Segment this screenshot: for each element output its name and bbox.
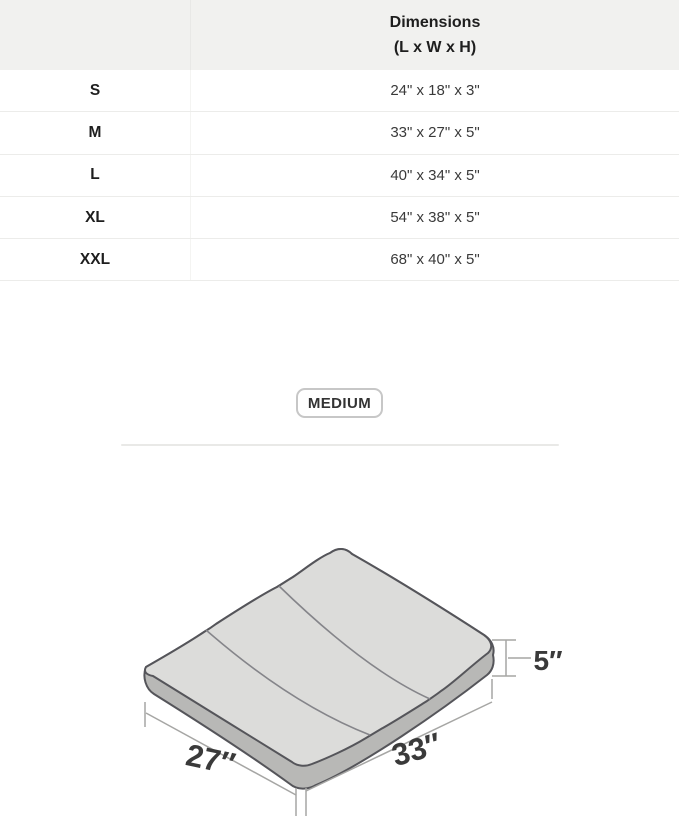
table-row <box>0 70 679 112</box>
dimensions-table <box>0 0 679 281</box>
size-cell: XL <box>0 197 191 238</box>
table-row <box>0 197 679 239</box>
table-row <box>0 112 679 154</box>
table-header-size-cell <box>0 0 191 70</box>
dimensions-header-line1: Dimensions <box>389 14 481 31</box>
cushion-top-shape <box>145 549 491 766</box>
table-header-row <box>0 0 679 70</box>
dimensions-header-line2: (L x W x H) <box>393 39 477 56</box>
length-dim-label: 33″ <box>387 725 445 774</box>
size-cell: L <box>0 155 191 196</box>
table-row <box>0 239 679 281</box>
dims-cell: 24" x 18" x 3" <box>390 82 480 100</box>
table-header-dimensions-cell <box>191 0 679 70</box>
size-cell: M <box>0 112 191 153</box>
size-cell: S <box>0 70 191 111</box>
cushion-dimension-diagram <box>0 523 679 818</box>
dims-cell: 40" x 34" x 5" <box>390 166 480 184</box>
dims-cell: 33" x 27" x 5" <box>390 124 480 142</box>
size-cell: XXL <box>0 239 191 280</box>
height-dim-label: 5″ <box>533 645 563 676</box>
width-dim-label: 27″ <box>182 737 239 782</box>
table-row <box>0 155 679 197</box>
section-divider <box>121 444 559 446</box>
size-selector-medium-button[interactable]: MEDIUM <box>296 388 383 418</box>
dims-cell: 68" x 40" x 5" <box>390 251 480 269</box>
dims-cell: 54" x 38" x 5" <box>390 209 480 227</box>
